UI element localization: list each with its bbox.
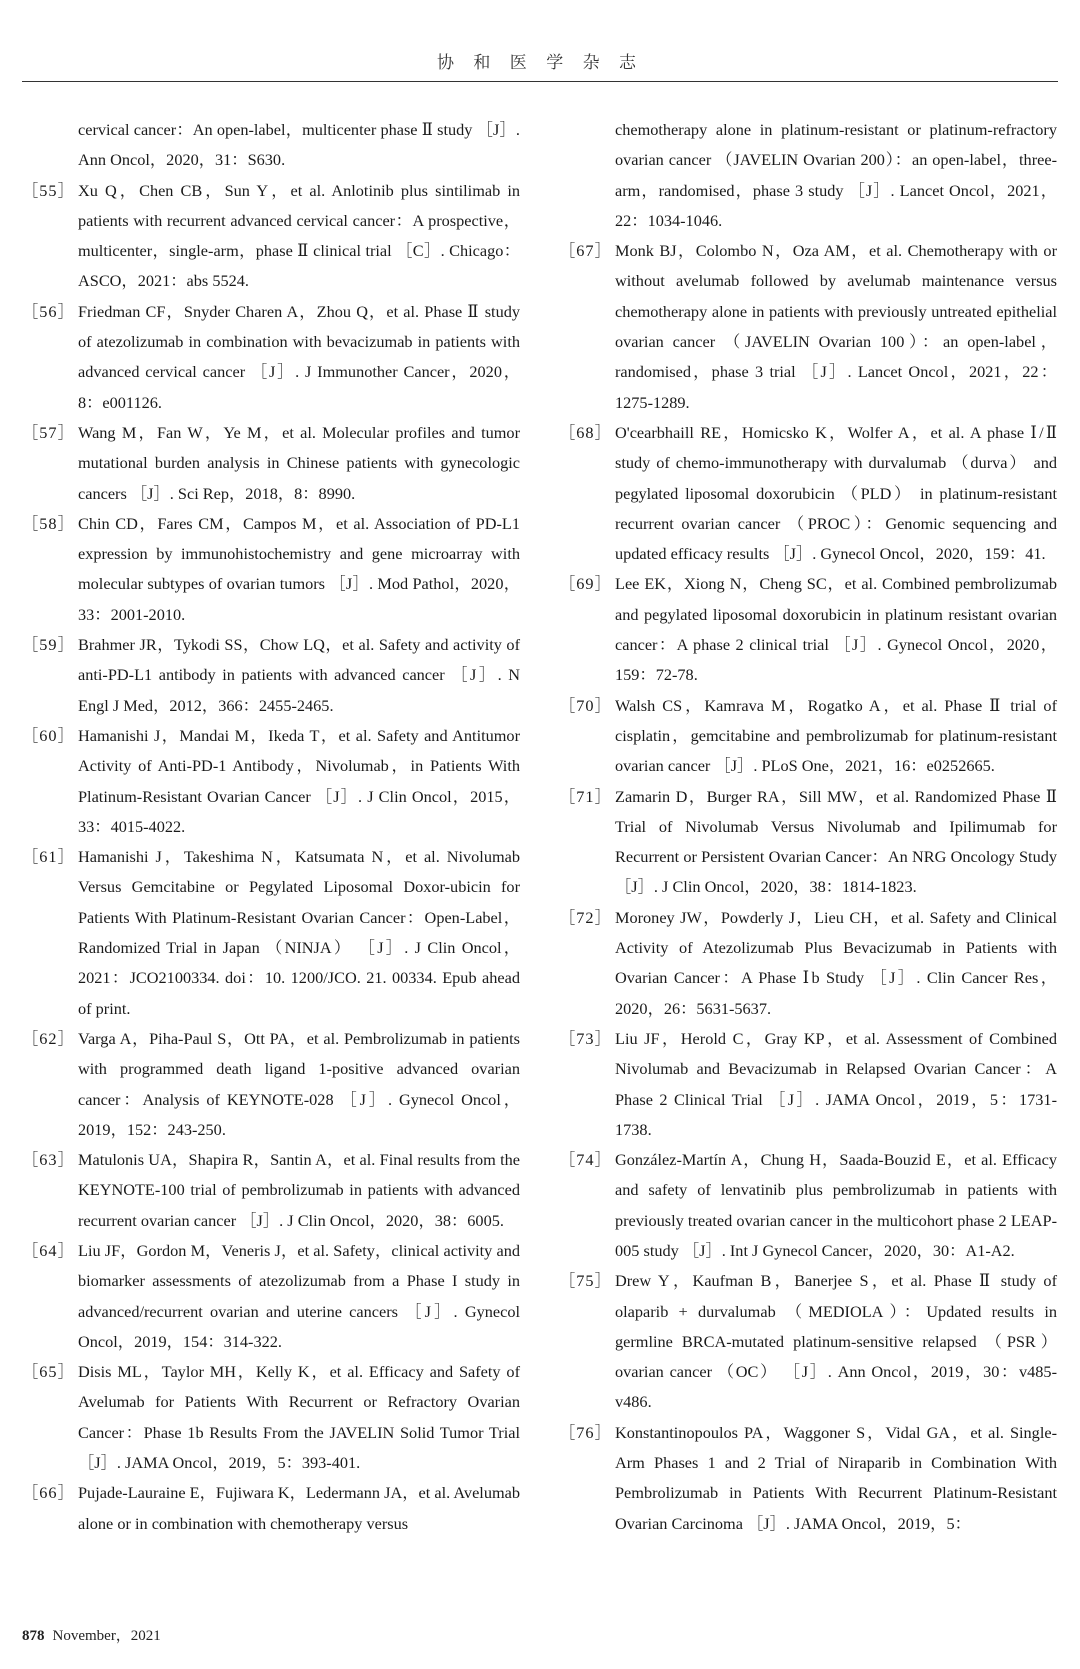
reference-text: Chin CD，Fares CM，Campos M，et al. Association of PD-L1 expression by immunohistochemistry and gene microarray with molecular subtypes of ovarian tumors ［J］. Mod Pathol，2020，33：2001-2010. [78, 513, 520, 624]
issue-date: November，2021 [52, 1628, 161, 1644]
reference-number: ［55］ [22, 180, 75, 200]
reference-number: ［62］ [22, 1028, 75, 1048]
reference-number: ［68］ [559, 422, 612, 442]
reference-text: Lee EK，Xiong N，Cheng SC，et al. Combined pembrolizumab and pegylated liposomal doxorubicin in platinum resistant ovarian cancer：A phase 2 clinical trial ［J］. Gynecol Oncol，2020，159：72-78. [615, 574, 1057, 685]
reference-item [559, 236, 1057, 418]
page-footer [22, 1624, 161, 1645]
reference-item [22, 721, 520, 842]
reference-number: ［59］ [22, 635, 75, 655]
reference-item [559, 903, 1057, 1024]
reference-text: Konstantinopoulos PA，Waggoner S，Vidal GA，et al. Single-Arm Phases 1 and 2 Trial of Niraparib in Combination With Pembrolizumab in Patients With Recurrent Platinum-Resistant Ovarian Carcinoma ［J］. JAMA Oncol，2019，5： [615, 1422, 1057, 1533]
reference-text: Xu Q，Chen CB，Sun Y，et al. Anlotinib plus sintilimab in patients with recurrent advanced cervical cancer：A prospective，multicenter，single-arm，phase Ⅱ clinical trial ［C］. Chicago：ASCO，2021：abs 5524. [78, 180, 520, 291]
reference-text: Walsh CS，Kamrava M，Rogatko A，et al. Phase Ⅱ trial of cisplatin，gemcitabine and pembrolizumab for platinum-resistant ovarian cancer ［J］. PLoS One，2021，16：e0252665. [615, 695, 1057, 776]
reference-item [22, 1024, 520, 1145]
reference-number: ［69］ [559, 574, 612, 594]
reference-number: ［66］ [22, 1483, 75, 1503]
page-number: 878 [22, 1628, 45, 1644]
reference-number: ［56］ [22, 301, 75, 321]
reference-number: ［72］ [559, 907, 612, 927]
reference-item [22, 1236, 520, 1357]
reference-text: Wang M，Fan W，Ye M，et al. Molecular profiles and tumor mutational burden analysis in Chinese patients with gynecologic cancers ［J］. Sci Rep，2018，8：8990. [78, 422, 520, 503]
reference-item [22, 115, 520, 176]
reference-item [559, 1418, 1057, 1539]
reference-item [22, 1357, 520, 1478]
reference-number: ［61］ [22, 847, 75, 867]
reference-text: O'cearbhaill RE，Homicsko K，Wolfer A，et al. A phase Ⅰ/Ⅱ study of chemo-immunotherapy with durvalumab （durva） and pegylated liposomal doxorubicin （PLD） in platinum-resistant recurrent ovarian cancer （PROC）：Genomic sequencing and updated efficacy results ［J］. Gynecol Oncol，2020，159：41. [615, 422, 1057, 564]
reference-item [22, 630, 520, 721]
reference-item [559, 1266, 1057, 1417]
reference-number: ［76］ [559, 1422, 612, 1442]
reference-text: Pujade-Lauraine E，Fujiwara K，Ledermann JA，et al. Avelumab alone or in combination with chemotherapy versus [78, 1483, 520, 1533]
reference-text: Zamarin D，Burger RA，Sill MW，et al. Randomized Phase Ⅱ Trial of Nivolumab Versus Nivolumab and Ipilimumab for Recurrent or Persistent Ovarian Cancer：An NRG Oncology Study ［J］. J Clin Oncol，2020，38：1814-1823. [615, 786, 1057, 897]
reference-item [22, 1478, 520, 1539]
reference-item [559, 418, 1057, 569]
reference-item [559, 691, 1057, 782]
reference-text: González-Martín A，Chung H，Saada-Bouzid E，et al. Efficacy and safety of lenvatinib plus pembrolizumab in patients with previously treated ovarian cancer in the multicohort phase 2 LEAP-005 study ［J］. Int J Gynecol Cancer，2020，30：A1-A2. [615, 1150, 1057, 1260]
reference-column-right [559, 115, 1057, 1539]
reference-text: cervical cancer：An open-label，multicenter phase Ⅱ study ［J］. Ann Oncol，2020，31：S630. [78, 120, 520, 170]
reference-item [559, 115, 1057, 236]
reference-text: chemotherapy alone in platinum-resistant or platinum-refractory ovarian cancer （JAVELIN Ovarian 200）：an open-label，three-arm，randomised，phase 3 study ［J］. Lancet Oncol，2021，22：1034-1046. [615, 120, 1057, 230]
reference-item [22, 418, 520, 509]
reference-item [22, 176, 520, 297]
reference-number: ［65］ [22, 1362, 75, 1382]
reference-item [559, 782, 1057, 903]
reference-number: ［60］ [22, 725, 75, 745]
reference-number: ［74］ [559, 1150, 612, 1170]
reference-text: Drew Y，Kaufman B，Banerjee S，et al. Phase Ⅱ study of olaparib + durvalumab （MEDIOLA）：Updated results in germline BRCA-mutated platinum-sensitive relapsed （PSR） ovarian cancer （OC） ［J］. Ann Oncol，2019，30：v485-v486. [615, 1271, 1057, 1412]
reference-item [559, 1024, 1057, 1145]
reference-number: ［70］ [559, 695, 612, 715]
journal-title: 协 和 医 学 杂 志 [436, 53, 644, 73]
reference-text: Liu JF，Gordon M，Veneris J，et al. Safety，clinical activity and biomarker assessments of atezolizumab from a Phase I study in advanced/recurrent ovarian and uterine cancers ［J］. Gynecol Oncol，2019，154：314-322. [78, 1240, 520, 1351]
reference-number: ［73］ [559, 1028, 612, 1048]
reference-number: ［75］ [559, 1271, 612, 1291]
reference-item [559, 569, 1057, 690]
reference-number: ［67］ [559, 241, 612, 261]
reference-text: Disis ML，Taylor MH，Kelly K，et al. Efficacy and Safety of Avelumab for Patients With Recurrent or Refractory Ovarian Cancer：Phase 1b Results From the JAVELIN Solid Tumor Trial ［J］. JAMA Oncol，2019，5：393-401. [78, 1362, 520, 1473]
reference-item [22, 297, 520, 418]
reference-item [22, 1145, 520, 1236]
reference-column-left [22, 115, 520, 1539]
reference-text: Hamanishi J，Mandai M，Ikeda T，et al. Safety and Antitumor Activity of Anti-PD-1 Antibody，Nivolumab，in Patients With Platinum-Resistant Ovarian Cancer ［J］. J Clin Oncol，2015，33：4015-4022. [78, 725, 520, 836]
reference-text: Friedman CF，Snyder Charen A，Zhou Q，et al. Phase Ⅱ study of atezolizumab in combination with bevacizumab in patients with advanced cervical cancer ［J］. J Immunother Cancer，2020，8：e001126. [78, 301, 520, 412]
reference-text: Monk BJ，Colombo N，Oza AM，et al. Chemotherapy with or without avelumab followed by avelumab maintenance versus chemotherapy alone in patients with previously untreated epithelial ovarian cancer （JAVELIN Ovarian 100）：an open-label，randomised，phase 3 trial ［J］. Lancet Oncol，2021，22：1275-1289. [615, 241, 1057, 412]
reference-number: ［58］ [22, 513, 75, 533]
reference-text: Brahmer JR，Tykodi SS，Chow LQ，et al. Safety and activity of anti-PD-L1 antibody in patients with advanced cancer ［J］. N Engl J Med，2012，366：2455-2465. [78, 635, 520, 715]
reference-text: Varga A，Piha-Paul S，Ott PA，et al. Pembrolizumab in patients with programmed death ligand 1-positive advanced ovarian cancer：Analysis of KEYNOTE-028 ［J］. Gynecol Oncol，2019，152：243-250. [78, 1028, 520, 1139]
reference-item [22, 842, 520, 1024]
reference-number: ［64］ [22, 1240, 75, 1260]
reference-number: ［63］ [22, 1150, 75, 1170]
reference-item [559, 1145, 1057, 1266]
reference-text: Matulonis UA，Shapira R，Santin A，et al. Final results from the KEYNOTE-100 trial of pembrolizumab in patients with advanced recurrent ovarian cancer ［J］. J Clin Oncol，2020，38：6005. [78, 1150, 520, 1230]
reference-text: Moroney JW，Powderly J，Lieu CH，et al. Safety and Clinical Activity of Atezolizumab Plus Bevacizumab in Patients with Ovarian Cancer：A Phase Ⅰb Study ［J］. Clin Cancer Res，2020，26：5631-5637. [615, 907, 1057, 1018]
reference-text: Hamanishi J，Takeshima N，Katsumata N，et al. Nivolumab Versus Gemcitabine or Pegylated Liposomal Doxor-ubicin for Patients With Platinum-Resistant Ovarian Cancer：Open-Label，Randomized Trial in Japan （NINJA） ［J］. J Clin Oncol，2021：JCO2100334. doi：10. 1200/JCO. 21. 00334. Epub ahead of print. [78, 847, 520, 1018]
reference-item [22, 509, 520, 630]
page-header [22, 40, 1058, 82]
reference-number: ［71］ [559, 786, 612, 806]
reference-text: Liu JF，Herold C，Gray KP，et al. Assessment of Combined Nivolumab and Bevacizumab in Relapsed Ovarian Cancer：A Phase 2 Clinical Trial ［J］. JAMA Oncol，2019，5：1731-1738. [615, 1028, 1057, 1139]
reference-number: ［57］ [22, 422, 75, 442]
